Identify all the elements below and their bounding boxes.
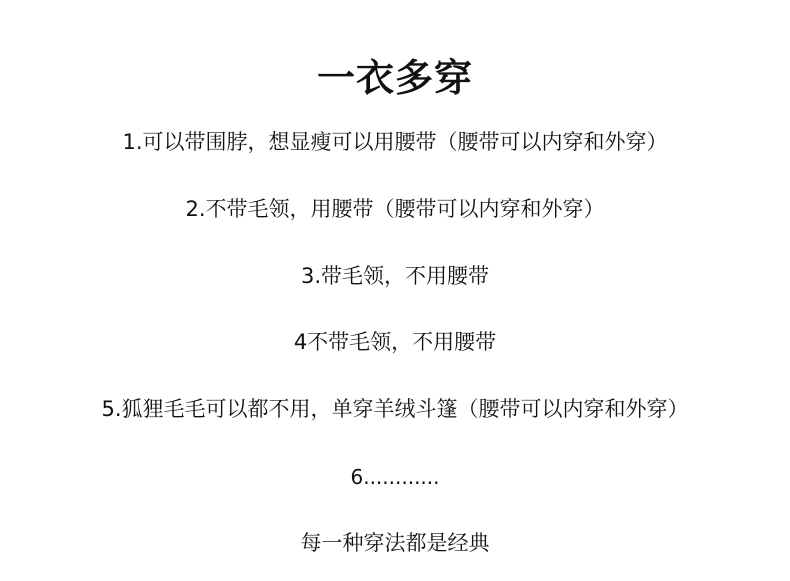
style-option-2: 2.不带毛领，用腰带（腰带可以内穿和外穿） xyxy=(185,197,605,221)
style-option-3: 3.带毛领，不用腰带 xyxy=(300,264,490,288)
style-option-4: 4不带毛领，不用腰带 xyxy=(293,330,497,354)
closing-statement: 每一种穿法都是经典 xyxy=(300,531,490,555)
page-title: 一衣多穿 xyxy=(316,56,473,100)
style-option-6: 6............ xyxy=(350,465,440,489)
style-option-5: 5.狐狸毛毛可以都不用，单穿羊绒斗篷（腰带可以内穿和外穿） xyxy=(101,397,689,421)
style-option-1: 1.可以带围脖，想显瘦可以用腰带（腰带可以内穿和外穿） xyxy=(122,130,668,154)
